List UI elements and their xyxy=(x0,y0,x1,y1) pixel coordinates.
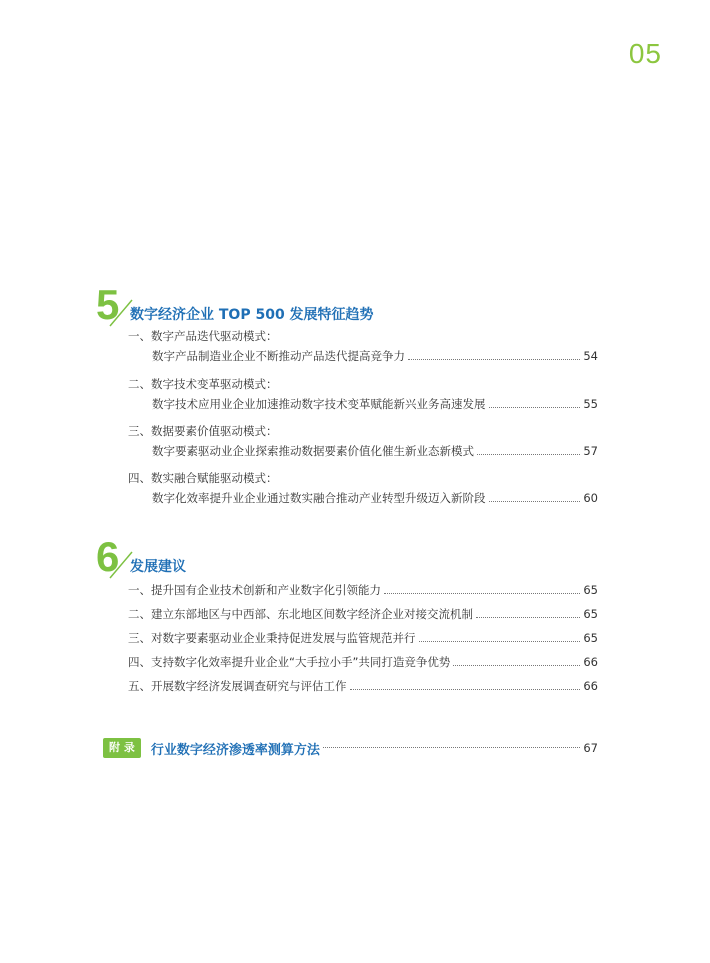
toc-page-number: 54 xyxy=(583,349,598,363)
toc-entry-text: 一、提升国有企业技术创新和产业数字化引领能力 xyxy=(128,583,381,597)
toc-entry[interactable] xyxy=(128,488,598,508)
dot-leader xyxy=(453,664,580,666)
toc-subhead: 四、数实融合赋能驱动模式： xyxy=(128,471,278,485)
dot-leader xyxy=(408,358,580,360)
toc-entry-text: 数字化效率提升业企业通过数实融合推动产业转型升级迈入新阶段 xyxy=(152,491,486,505)
appendix-badge: 附 录 xyxy=(103,738,141,758)
toc-page-number: 60 xyxy=(583,491,598,505)
toc-page-number: 57 xyxy=(583,444,598,458)
dot-leader xyxy=(476,616,580,618)
toc-entry-text: 数字产品制造业企业不断推动产品迭代提高竞争力 xyxy=(152,349,405,363)
dot-leader xyxy=(419,640,581,642)
toc-subhead: 二、数字技术变革驱动模式： xyxy=(128,377,278,391)
toc-group xyxy=(128,326,598,366)
toc-group xyxy=(128,468,598,508)
toc-page-number: 65 xyxy=(583,583,598,597)
dot-leader xyxy=(489,406,581,408)
dot-leader xyxy=(323,746,581,748)
toc-subhead: 一、数字产品迭代驱动模式： xyxy=(128,329,278,343)
toc-page-number: 65 xyxy=(583,631,598,645)
toc-entry[interactable] xyxy=(128,674,598,698)
toc-entry[interactable] xyxy=(128,602,598,626)
toc-entry[interactable] xyxy=(128,346,598,366)
toc-entry-text: 四、支持数字化效率提升业企业“大手拉小手”共同打造竞争优势 xyxy=(128,655,451,669)
toc-page-number: 66 xyxy=(583,655,598,669)
toc-page-number: 66 xyxy=(583,679,598,693)
dot-leader xyxy=(384,592,580,594)
toc-entry-text: 数字要素驱动业企业探索推动数据要素价值化催生新业态新模式 xyxy=(152,444,474,458)
toc-group xyxy=(128,374,598,414)
toc-page-number: 67 xyxy=(583,741,598,755)
appendix-entry[interactable] xyxy=(103,737,598,759)
toc-subhead: 三、数据要素价值驱动模式： xyxy=(128,424,278,438)
toc-entry[interactable] xyxy=(128,394,598,414)
toc-entry[interactable] xyxy=(128,578,598,602)
toc-list xyxy=(128,578,598,698)
section-number: 5 xyxy=(96,281,120,328)
toc-entry-text: 数字技术应用业企业加速推动数字技术变革赋能新兴业务高速发展 xyxy=(152,397,486,411)
toc-page-number: 55 xyxy=(583,397,598,411)
toc-entry-text: 五、开展数字经济发展调查研究与评估工作 xyxy=(128,679,347,693)
page-number: 05 xyxy=(628,38,662,69)
toc-group xyxy=(128,421,598,461)
toc-entry[interactable] xyxy=(128,650,598,674)
toc-page-number: 65 xyxy=(583,607,598,621)
toc-entry-text: 二、建立东部地区与中西部、东北地区间数字经济企业对接交流机制 xyxy=(128,607,473,621)
section-title: 发展建议 xyxy=(130,559,186,575)
toc-entry-text: 三、对数字要素驱动业企业秉持促进发展与监管规范并行 xyxy=(128,631,416,645)
toc-entry[interactable] xyxy=(128,626,598,650)
appendix-title: 行业数字经济渗透率测算方法 xyxy=(150,742,320,758)
section-number: 6 xyxy=(96,533,120,580)
toc-entry[interactable] xyxy=(128,441,598,461)
dot-leader xyxy=(477,453,580,455)
dot-leader xyxy=(489,500,581,502)
section-title: 数字经济企业 TOP 500 发展特征趋势 xyxy=(130,307,374,323)
dot-leader xyxy=(350,688,581,690)
